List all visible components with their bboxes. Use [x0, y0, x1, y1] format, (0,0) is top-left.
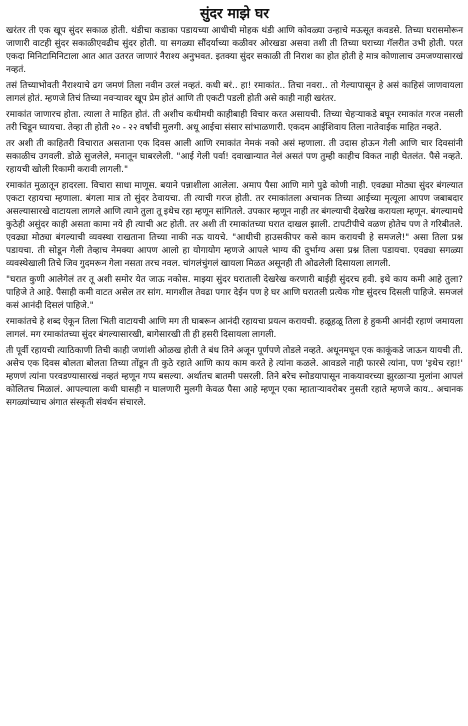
paragraph: रमाकांत मुळातून हादरला. विचारा साधा माणूस. बयाने पन्नाशीला आलेला. अमाप पैसा आणि मागे पुढे कोणी नाही. एवढ्या मोठ्या सुंदर बंगल्यात एकटा रहायचा म्हणाला. बंगला मात्र तो सुंदर ठेवायचा. ती त्याची गरज होती. तर रमाकांतला अचानक तिच्या आईच्या मृत्यूला आपण जबाबदार असल्यासारखे वाटायला लागले आणि त्याने तुला तू इथेच रहा म्हणून सांगितले. उपकार म्हणून नाही तर बंगल्याची देखरेख करायला म्हणून. बंगल्यामधे कुठेही असुंदर काही असता कामा नये ही त्याची अट होती. तर अशी ती रमाकांतच्या घरात दाखल झाली. टापटीपीचे वळण होतेच पण ते गरिबीतले. एवढ्या मोठ्या बंगल्याची व्यवस्था राखताना तिच्या नाकी नऊ यायचे. "आधीची हाउसकीपर कसे काम करायची हे समजले!" असा तिला प्रश्न पडायचा. ती सोडून गेली तेव्हाच नेमक्या आपण आलो हा योगायोग म्हणजे आपले भाग्य की दुर्भाग्य असा प्रश्न तिला पडायचा. एवढ्या सगळ्या व्यवस्थेखाली तिचे जिव गुदमरून गेला नसता तरच नवल. चांगलंचुंगलं खायला मिळत असूनही ती ओढलेली दिसायला लागली.: [6, 181, 463, 269]
paragraph: तर अशी ती काहितरी विचारात असताना एक दिवस आली आणि रमाकांत नेमकं नको असं म्हणाला. ती उदास होऊन गेली आणि चार दिवसांनी सकाळीच उगवली. डोळे सुजलेले, मनातून घाबरलेली. "आई गेली पर्वा! दवाखान्यात नेलं असतं पण तुम्ही काहीच विकत नाही घेतलंत. पैसे नव्हते. रहायची खोली रिकामी करावी लागली.": [6, 139, 463, 175]
paragraph: तसं तिच्याभोवती नैराश्याचे ढग जमणं तिला नवीन उरलं नव्हतं. कधी बरं.. हा! रमाकांत.. तिचा नवरा.. तो गेल्यापासून हे असं काहिसं जाणवायला लागलं होतं. म्हणजे तिचं तिच्या नवऱ्यावर खूप प्रेम होतं आणि ती एकटी पडली होती असे काही नाही खरंतर.: [6, 81, 463, 104]
page-title: सुंदर माझे घर: [200, 6, 269, 22]
paragraph: रमाकांत जाणारच होता. त्याला ते माहित होतं. ती अशीच कधीमधी काहीबाही विचार करत असायची. तिच्या चेहऱ्याकडे बघून रमाकांत गरज नसली तरी चिडून घ्यायचा. तेव्हा ती होती २० - २२ वर्षांची मुलगी. अधू आईचा संसार सांभाळणारी. एकदम आईशिवाय तिला नातेवाईक माहित नव्हते.: [6, 110, 463, 133]
paragraph: खरंतर ती एक खूप सुंदर सकाळ होती. थंडीचा कडाका पडायच्या आधीची मोहक थंडी आणि कोवळ्या उन्हाचे मऊसूत कवडसे. तिच्या घरासमोरून जाणारी वाटही सुंदर सकाळीएवढीच सुंदर होती. या सगळ्या सौंदर्याच्या कळीवर ओरखडा असवा तशी ती तिच्या घराच्या गॅलरीत उभी होती. परत एकदा मिनिटामिनिटाला आत आत उतरत जाणारं नैराश्य अनुभवत. इतक्या सुंदर सकाळी ती निराश का होत होती हे मात्र कोणालाच उमजण्यासारखं नव्हतं.: [6, 26, 463, 75]
paragraph: रमाकांतचे हे शब्द ऐकून तिला भिती वाटायची आणि मग ती घाबरून आनंदी रहायचा प्रयत्न करायची. हळूहळू तिला हे हुकमी आनंदी रहाणं जमायला लागलं. मग रमाकांतच्या सुंदर बंगल्यासारखी, बागेसारखी ती ही हसरी दिसायला लागली.: [6, 317, 463, 340]
paragraph: "घरात कुणी आलेगेलं तर तू अशी समोर येत जाऊ नकोस. माझ्या सुंदर घराताली देखरेख करणारी बाईही सुंदरच हवी. इथे काय कमी आहे तुला? पाहिजे ते आहे. पैसाही कमी वाटत असेल तर सांग. मागशील तेवढा पगार देईन पण हे घर आणि घरातली प्रत्येक गोष्ट सुंदरच दिसली पाहिजे. समजलं कसं आनंदी दिसलं पाहिजे.": [6, 275, 463, 311]
story-body: [6, 25, 463, 410]
paragraph: ती पूर्वी रहायची त्याठिकाणी तिची काही जणांशी ओळख होती ते बंध तिने अजून पूर्णपणे तोडले नव्हते. अधूनमधून एक काकूंकडे जाऊन यायची ती. असेच एक दिवस बोलता बोलता तिच्या तोंडून ती कुठे रहाते आणि काय काम करते हे त्यांना कळले. आवडले नाही फारसे त्यांना, पण 'इथेच रहा!' म्हणणं त्यांना परवडण्यासारखं नव्हतं म्हणून गप्प बसल्या. अर्थातच बातमी पसरली. तिने बरेच स्नोडयापासून नाकयावरच्या झुरळाऱ्या मुलांना आपलं कोलितच मिळालं. आपल्याला कधी घासही न घालणारी मुलगी केवळ पैसा आहे म्हणून एका म्हाताऱ्यावरोबर नुसती रहाते म्हणजे काय.. अचानक सगळ्यांच्याच अंगात संस्कृती संवर्धन संचारले.: [6, 346, 463, 408]
